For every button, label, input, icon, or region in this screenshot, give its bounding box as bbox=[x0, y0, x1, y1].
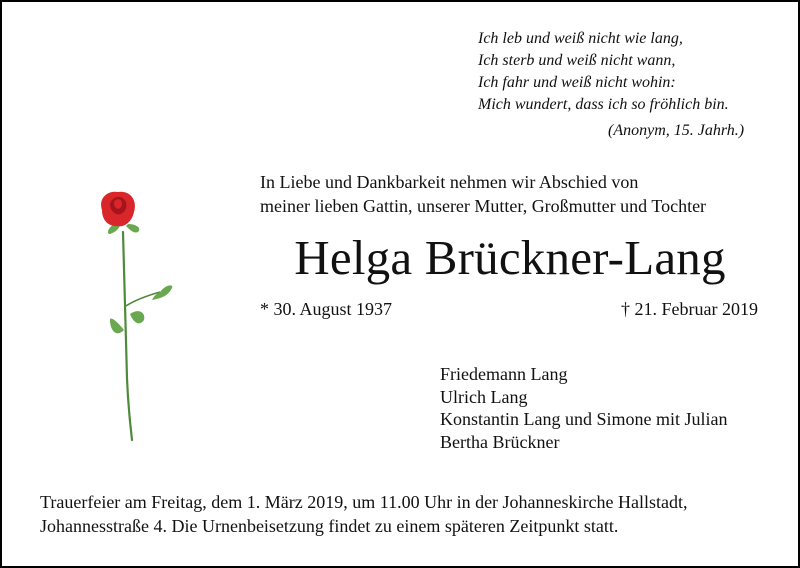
death-date: † 21. Februar 2019 bbox=[621, 299, 758, 319]
poem-block bbox=[478, 28, 778, 142]
birth-date: * 30. August 1937 bbox=[260, 299, 393, 319]
poem-line: Mich wundert, dass ich so fröhlich bin. bbox=[478, 96, 729, 113]
funeral-info bbox=[40, 490, 770, 538]
intro-text bbox=[260, 170, 780, 218]
funeral-line: Trauerfeier am Freitag, dem 1. März 2019, um 11.00 Uhr in der Johanneskirche Hallstadt, bbox=[40, 492, 688, 512]
intro-line: meiner lieben Gattin, unserer Mutter, Großmutter und Tochter bbox=[260, 196, 707, 216]
poem-source: (Anonym, 15. Jahrh.) bbox=[608, 122, 745, 139]
family-member: Bertha Brückner bbox=[440, 431, 560, 452]
poem-line: Ich fahr und weiß nicht wohin: bbox=[478, 74, 676, 91]
family-member: Konstantin Lang und Simone mit Julian bbox=[440, 409, 728, 429]
intro-line: In Liebe und Dankbarkeit nehmen wir Abschied von bbox=[260, 172, 639, 192]
family-list bbox=[440, 363, 727, 453]
poem-line: Ich leb und weiß nicht wie lang, bbox=[478, 30, 683, 47]
deceased-name: Helga Brückner-Lang bbox=[294, 230, 726, 285]
rose-icon bbox=[80, 188, 180, 444]
family-member: Friedemann Lang bbox=[440, 364, 568, 384]
funeral-line: Johannesstraße 4. Die Urnenbeisetzung findet zu einem späteren Zeitpunkt statt. bbox=[40, 516, 619, 536]
family-member: Ulrich Lang bbox=[440, 386, 528, 407]
poem-line: Ich sterb und weiß nicht wann, bbox=[478, 52, 676, 69]
